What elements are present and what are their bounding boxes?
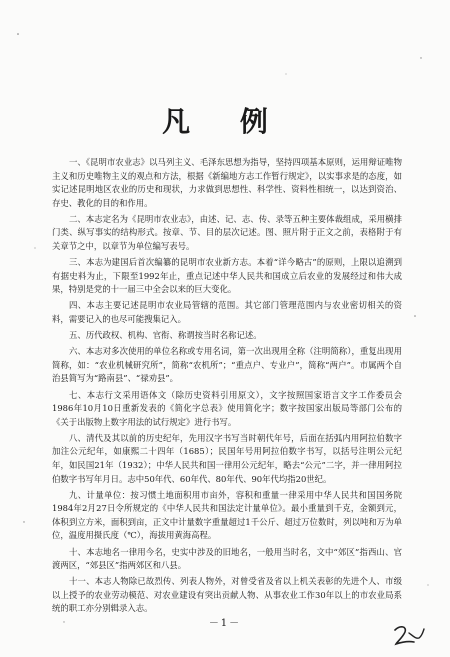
paragraph: 十一、本志人物除已故烈传、列表人物外，对曾受省及省以上机关表彰的先进个人、市级以上授予的农业劳动模范、对农业建设有突出贡献人物、从事农业工作30年以上的市农业局系统的职工亦分别辑录入志。 (52, 576, 402, 614)
paragraph: 五、历代政权、机构、官衔、称谓按当时名称记述。 (69, 330, 262, 341)
paragraph: 三、本志为建国后首次编纂的昆明市农业新方志。本着“详今略古”的原则，上限以追溯到有据史料为止，下限至1992年止，重点记述中华人民共和国成立后农业的发展经过和伟大成果，特别是党的十一届三中全会以来的巨大变化。 (52, 257, 402, 295)
page-number: －1－ (208, 618, 242, 629)
paragraph: 七、本志行文采用语体文（除历史资料引用原文），文字按照国家语言文字工作委员会1986年10月10日重新发表的《简化字总表》使用简化字；数字按国家出版局等部门公布的《关于出版物上数字用法的试行规定》进行书写。 (52, 389, 402, 427)
paragraph: 四、本志主要记述昆明市农业局管辖的范围。其它部门管理范围内与农业密切相关的资料，需要记入的也尽可能搜集记入。 (52, 300, 402, 325)
paragraph: 一、《昆明市农业志》以马列主义、毛泽东思想为指导，坚持四项基本原则，运用辩证唯物主义和历史唯物主义的观点和方法，根据《新编地方志工作暂行规定》，以实事求是的态度，如实记述昆明地区农业的历史和现状，力求做到思想性、科学性、资料性相统一，以达到资治、存史、教化的目的和作用。 (52, 157, 402, 208)
document-body (52, 156, 402, 616)
handwritten-mark (392, 623, 426, 647)
page-title: 凡 例 (162, 105, 288, 138)
paragraph: 八、清代及其以前的历史纪年，先用汉字书写当时朝代年号，后面在括弧内用阿拉伯数字加注公元纪年，如康熙二十四年（1685）；民国年号用阿拉伯数字书写，以括号注明公元纪年，如民国21年（1932）；中华人民共和国一律用公元纪年，略去“公元”二字，并一律用阿拉伯数字书写年月日。志中50年代、60年代、80年代、90年代均指20世纪。 (52, 432, 402, 484)
paragraph: 十、本志地名一律用今名，史实中涉及的旧地名，一般用当时名，文中“郊区”指西山、官渡两区，“郊县区”指两郊区和八县。 (52, 546, 402, 571)
paragraph: 二、本志定名为《昆明市农业志》，由述、记、志、传、录等五种主要体裁组成，采用横排门类、纵写事实的结构形式。按章、节、目的层次记述。图、照片附于正文之前，表格附于有关章节之中，以章节为单位编写表号。 (52, 213, 402, 252)
paragraph: 六、本志对多次使用的单位名称或专用名词，第一次出现用全称（注明简称），重复出现用简称，如：“农业机械研究所”，简称“农机所”；“重点户、专业户”，简称“两户”。市属两个自治县简写为“路南县”、“禄劝县”。 (52, 346, 402, 384)
paragraph: 九、计量单位：按习惯土地面积用市亩外，容积和重量一律采用中华人民共和国国务院1984年2月27日令所规定的《中华人民共和国法定计量单位》。最小重量到千克，金额到元，体积到立方米，面积到亩，正文中计量数字重量超过1千公斤、超过万位数时，列以吨和万为单位，温度用摄氏度（℃），海拔用黄海高程。 (52, 489, 402, 541)
